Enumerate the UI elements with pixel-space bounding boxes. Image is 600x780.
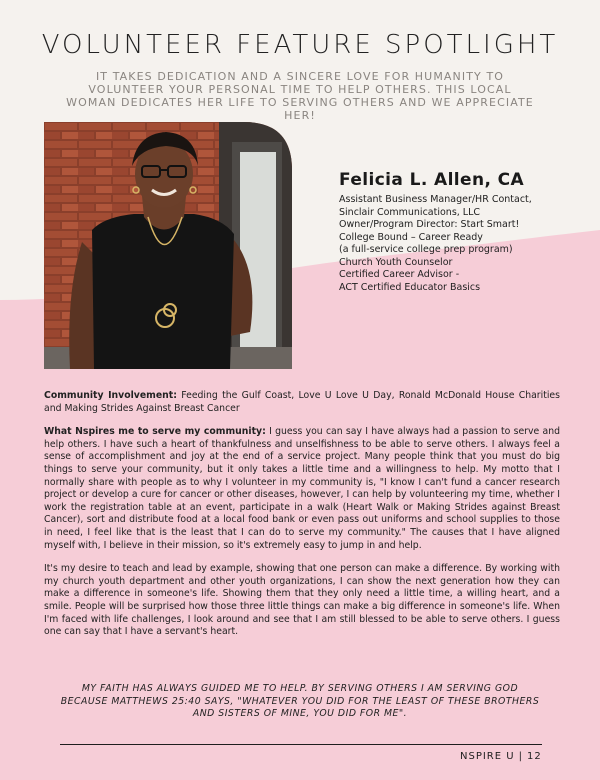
footer-separator: |: [518, 751, 523, 762]
role-line: Owner/Program Director: Start Smart!: [339, 219, 520, 230]
role-line: Certified Career Advisor -: [339, 269, 460, 280]
footer-divider: [60, 744, 542, 745]
nspires-text: I guess you can say I have always had a passion to serve and help others. I have such a heart of thankfulness and unselfishness to be able to serve others. I always feel a sense of accomplishment and joy at the end of a service project. Many people think that you must do big things to serve your community, but it only takes a little time and a willingness to help. My motto that I normally share with people as to why I volunteer in my community is, "I know I can't fund a cancer research project or develop a cure for cancer or other diseases, however, I can help by volunteering my time, whether I work the registration table at an event, participate in a walk (Heart Walk or Making Strides against Breast Cancer), sort and distribute food at a local food bank or even pass out uniforms and school supplies to those in need, I feel like that is the least that I can do to serve my community." The causes that I have aligned myself with, I believe in their mission, so it's extremely easy to jump in and help.: [44, 426, 560, 551]
page-title: VOLUNTEER FEATURE SPOTLIGHT: [41, 30, 559, 60]
profile-roles: [339, 194, 579, 294]
page-number: 12: [526, 751, 542, 762]
community-label: Community Involvement:: [44, 390, 177, 401]
profile-name: Felicia L. Allen, CA: [339, 170, 525, 190]
community-text: Feeding the Gulf Coast, Love U Love U Day, Ronald McDonald House Charities and Making Strides Against Breast Cancer: [44, 390, 560, 414]
community-paragraph: [44, 390, 560, 415]
role-line: Sinclair Communications, LLC: [339, 206, 481, 218]
nspires-paragraph: [44, 426, 560, 552]
page-subtitle: IT TAKES DEDICATION AND A SINCERE LOVE FOR HUMANITY TO VOLUNTEER YOUR PERSONAL TIME TO HELP OTHERS. THIS LOCAL WOMAN DEDICATES HER LIFE TO SERVING OTHERS AND WE APPRECIATE HER!: [66, 70, 534, 122]
faith-quote: MY FAITH HAS ALWAYS GUIDED ME TO HELP. BY SERVING OTHERS I AM SERVING GOD BECAUSE MATTHEWS 25:40 SAYS, "WHATEVER YOU DID FOR THE LEAST OF THESE BROTHERS AND SISTERS OF MINE, YOU DID FOR ME".: [60, 683, 540, 720]
role-line: College Bound – Career Ready: [339, 231, 483, 243]
example-paragraph: It's my desire to teach and lead by example, showing that one person can make a difference. By working with my church youth department and other youth organizations, I can show the next generation how they can make a difference in someone's life. Showing them that they only need a little time, a willing heart, and a smile. People will be surprised how those three little things can make a big difference in someone's life. When I'm faced with life challenges, I look around and see that I am still blessed to be able to serve others. I guess one can say that I have a servant's heart.: [44, 563, 560, 638]
article-body: [44, 390, 560, 650]
page-footer: [460, 751, 542, 762]
role-line: Assistant Business Manager/HR Contact,: [339, 194, 532, 205]
role-line: Church Youth Counselor: [339, 256, 453, 268]
role-line: (a full-service college prep program): [339, 244, 513, 255]
portrait-photo: [44, 122, 292, 369]
publication-name: NSPIRE U: [460, 751, 515, 762]
role-line: ACT Certified Educator Basics: [339, 281, 481, 293]
nspires-label: What Nspires me to serve my community:: [44, 426, 266, 438]
